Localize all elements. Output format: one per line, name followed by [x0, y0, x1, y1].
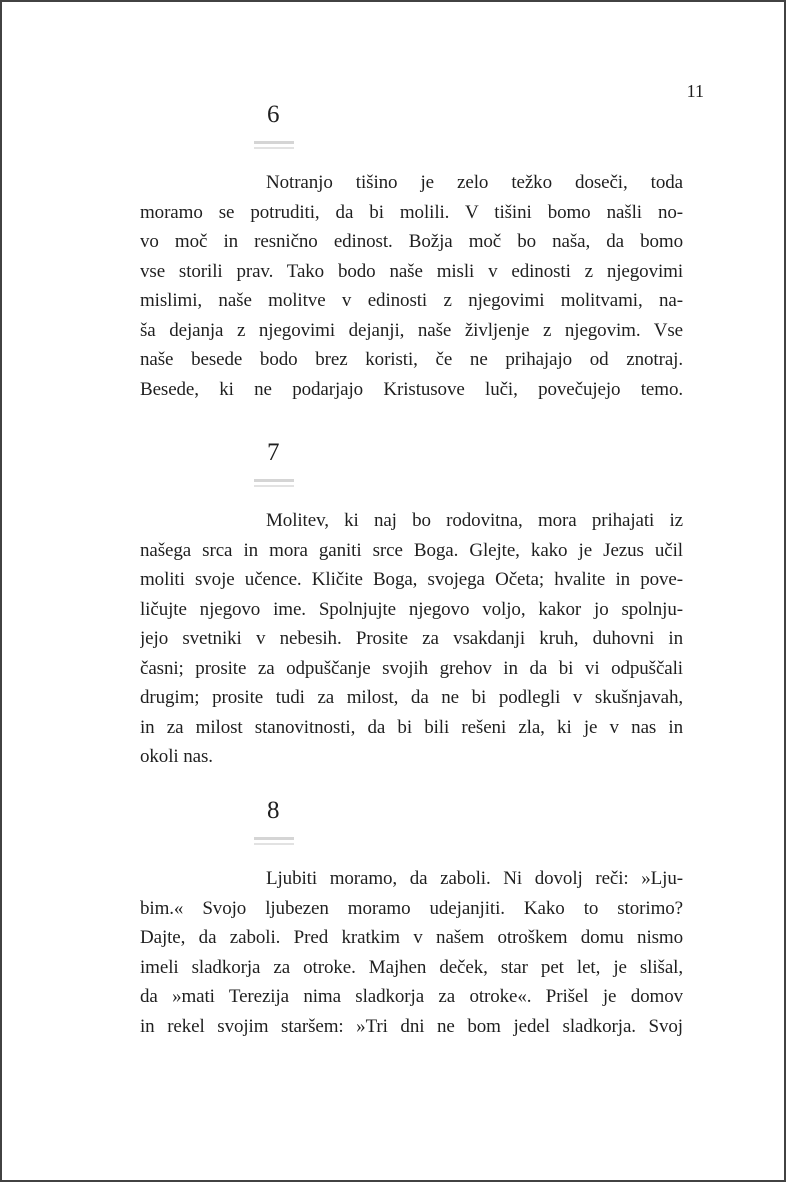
text-line: vo moč in resnično edinost. Božja moč bo naša, da bomo [140, 231, 683, 252]
section-7-number: 7 [267, 439, 280, 466]
section-8-divider [254, 837, 294, 845]
text-line: Notranjo tišino je zelo težko doseči, toda [266, 172, 683, 193]
section-8-number: 8 [267, 797, 280, 824]
text-line: bim.« Svojo ljubezen moramo udejanjiti. Kako to storimo? [140, 897, 683, 919]
text-line: našega srca in mora ganiti srce Boga. Glejte, kako je Jezus učil [140, 539, 683, 561]
section-8-paragraph [140, 864, 683, 1041]
text-line: jejo svetniki v nebesih. Prosite za vsakdanji kruh, duhovni in [140, 628, 683, 649]
text-line: Ljubiti moramo, da zaboli. Ni dovolj reči: »Lju- [266, 868, 683, 889]
text-line: ša dejanja z njegovimi dejanji, naše življenje z njegovim. Vse [140, 319, 683, 341]
section-6-divider [254, 141, 294, 149]
text-line: Besede, ki ne podarjajo Kristusove luči, povečujejo temo. [140, 378, 683, 400]
text-line: okoli nas. [140, 746, 213, 767]
text-line: naše besede bodo brez koristi, če ne prihajajo od znotraj. [140, 349, 683, 370]
text-line: in rekel svojim staršem: »Tri dni ne bom jedel sladkorja. Svoj [140, 1015, 683, 1037]
text-line: moliti svoje učence. Kličite Boga, svojega Očeta; hvalite in pove- [140, 569, 683, 590]
text-line: časni; prosite za odpuščanje svojih grehov in da bi vi odpuščali [140, 657, 683, 679]
text-line: Dajte, da zaboli. Pred kratkim v našem otroškem domu nismo [140, 927, 683, 948]
section-8 [140, 798, 683, 1041]
section-6-paragraph [140, 168, 683, 404]
page-number: 11 [686, 81, 704, 101]
section-7 [140, 440, 683, 772]
section-7-divider [254, 479, 294, 487]
text-line: drugim; prosite tudi za milost, da ne bi podlegli v skušnjavah, [140, 687, 683, 708]
text-line: mislimi, naše molitve v edinosti z njegovimi molitvami, na- [140, 290, 683, 311]
text-line: da »mati Terezija nima sladkorja za otroke«. Prišel je domov [140, 986, 683, 1007]
text-line: imeli sladkorja za otroke. Majhen deček, star pet let, je slišal, [140, 956, 683, 978]
text-line: moramo se potruditi, da bi molili. V tišini bomo našli no- [140, 201, 683, 223]
text-line: vse storili prav. Tako bodo naše misli v edinosti z njegovimi [140, 260, 683, 282]
section-6-number: 6 [267, 101, 280, 128]
section-6 [140, 102, 683, 404]
section-7-paragraph [140, 506, 683, 772]
text-line: Molitev, ki naj bo rodovitna, mora prihajati iz [266, 510, 683, 531]
text-line: in za milost stanovitnosti, da bi bili rešeni zla, ki je v nas in [140, 716, 683, 738]
text-line: ličujte njegovo ime. Spolnjujte njegovo voljo, kakor jo spolnju- [140, 598, 683, 620]
